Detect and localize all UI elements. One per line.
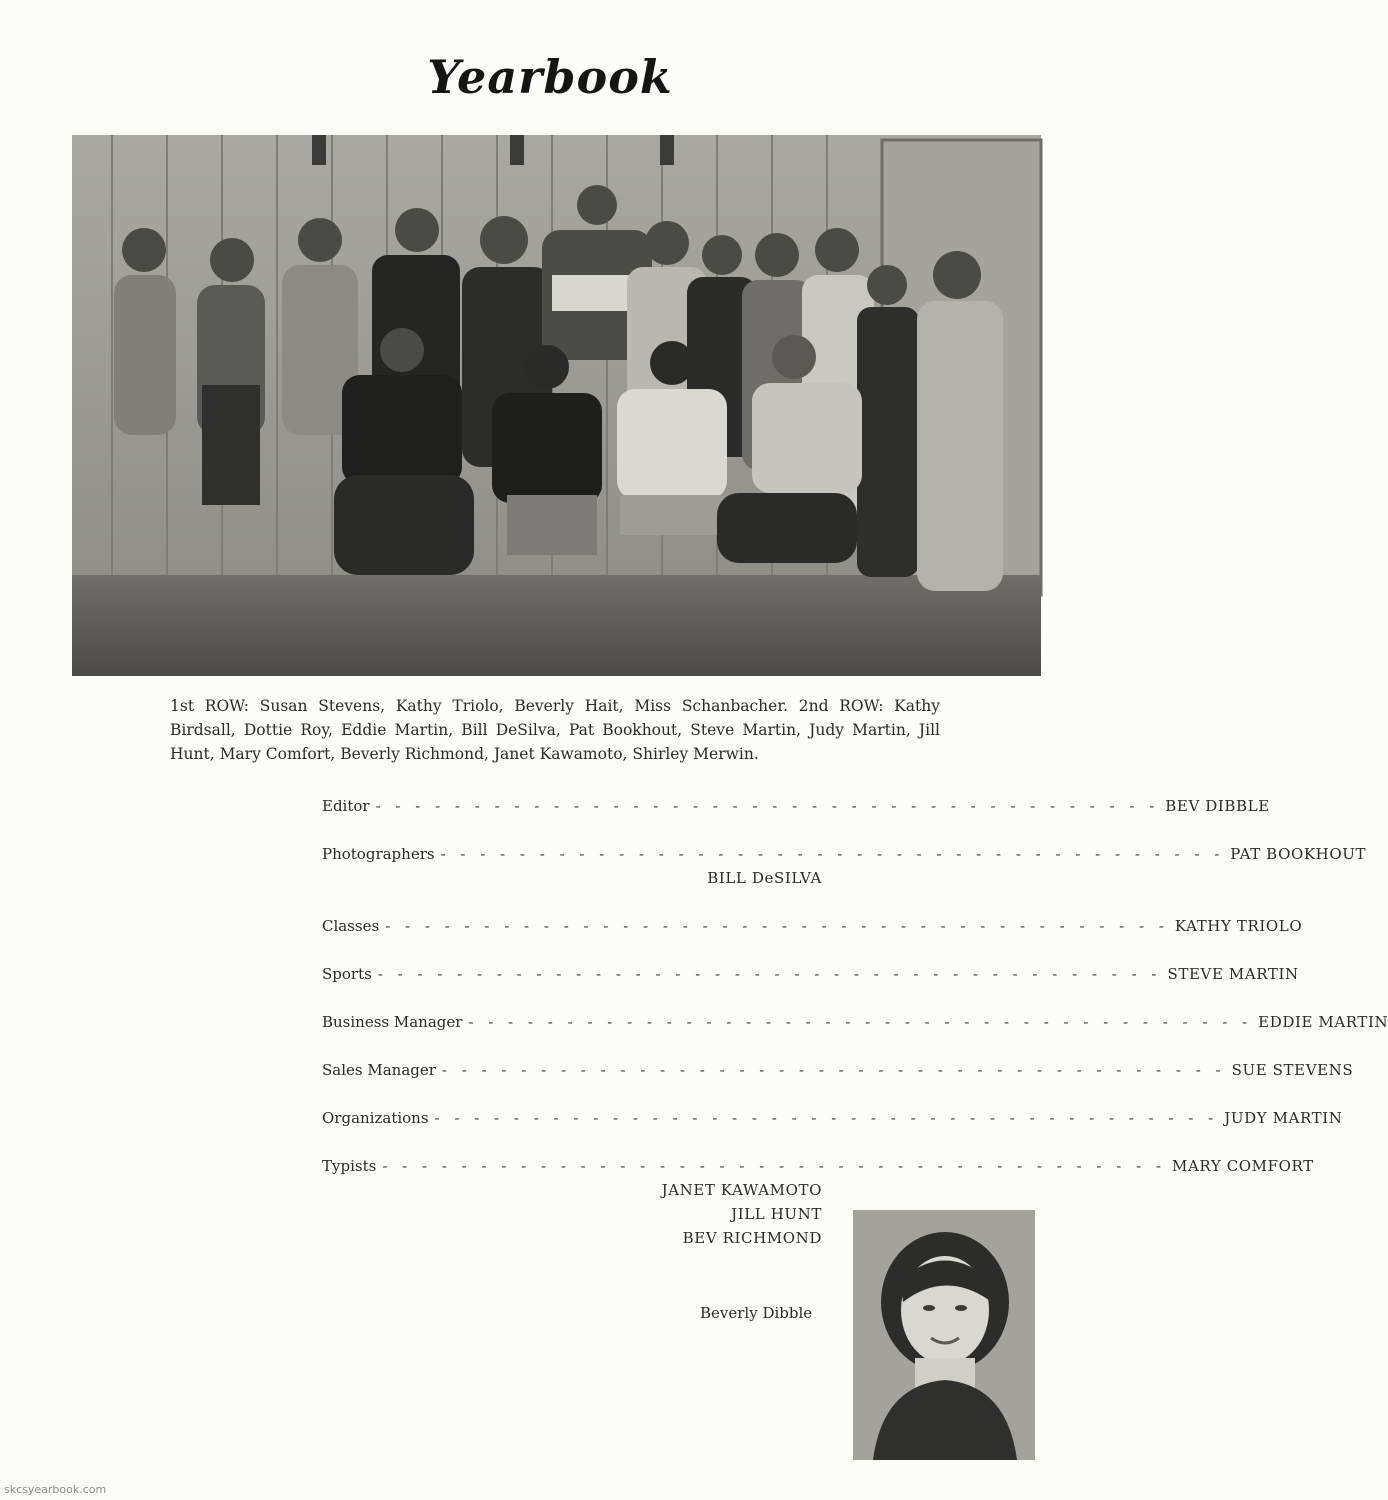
staff-name: JUDY MARTIN <box>1224 1109 1343 1127</box>
staff-title: Sales Manager <box>322 1061 436 1079</box>
staff-name: JILL HUNT <box>731 1205 822 1223</box>
staff-title: Organizations <box>322 1109 429 1127</box>
staff-title: Sports <box>322 965 372 983</box>
staff-row-organizations <box>322 1109 1343 1133</box>
staff-name: PAT BOOKHOUT <box>1230 845 1367 863</box>
caption-row2-names: Kathy Birdsall, Dottie Roy, Eddie Martin, Bill DeSilva, Pat Bookhout, Steve Martin, Judy Martin, Jill Hunt, Mary Comfort, Beverly Richmond, Janet Kawamoto, Shirley Merwin. <box>170 697 940 763</box>
dot-leader: - - - - - - - - - - - - - - - - - - - - - - - - - - - - - - - - - - - - - - - - <box>468 1013 1253 1031</box>
staff-title: Business Manager <box>322 1013 463 1031</box>
dot-leader: - - - - - - - - - - - - - - - - - - - - - - - - - - - - - - - - - - - - - - - - <box>375 797 1160 815</box>
staff-row-business-manager <box>322 1013 1388 1037</box>
dot-leader: - - - - - - - - - - - - - - - - - - - - - - - - - - - - - - - - - - - - - - - - <box>385 917 1169 935</box>
dot-leader: - - - - - - - - - - - - - - - - - - - - - - - - - - - - - - - - - - - - - - - - <box>434 1109 1219 1127</box>
staff-row-typists <box>322 1157 1314 1253</box>
dot-leader: - - - - - - - - - - - - - - - - - - - - - - - - - - - - - - - - - - - - - - - - <box>377 965 1162 983</box>
staff-name: KATHY TRIOLO <box>1174 917 1303 935</box>
staff-name: JANET KAWAMOTO <box>661 1181 822 1199</box>
dot-leader: - - - - - - - - - - - - - - - - - - - - - - - - - - - - - - - - - - - - - - - - <box>440 845 1225 863</box>
staff-title: Photographers <box>322 845 435 863</box>
page-title: Yearbook <box>427 50 673 104</box>
photo-caption <box>170 694 940 766</box>
caption-row1-label: 1st ROW: <box>170 697 249 715</box>
staff-name: BEV DIBBLE <box>1165 797 1270 815</box>
staff-name: BILL DeSILVA <box>707 869 822 887</box>
group-photo <box>72 135 1041 676</box>
staff-title: Classes <box>322 917 380 935</box>
staff-row-classes <box>322 917 1303 941</box>
portrait-illustration <box>853 1210 1035 1460</box>
caption-row1-names: Susan Stevens, Kathy Triolo, Beverly Hait, Miss Schanbacher. <box>259 697 788 715</box>
dot-leader: - - - - - - - - - - - - - - - - - - - - - - - - - - - - - - - - - - - - - - - - <box>382 1157 1167 1175</box>
staff-name: STEVE MARTIN <box>1167 965 1299 983</box>
staff-name: BEV RICHMOND <box>682 1229 822 1247</box>
staff-title: Typists <box>322 1157 377 1175</box>
watermark: skcsyearbook.com <box>4 1483 107 1496</box>
editor-portrait <box>853 1210 1035 1460</box>
group-photo-illustration <box>72 135 1041 676</box>
portrait-caption: Beverly Dibble <box>700 1304 813 1322</box>
staff-name: MARY COMFORT <box>1172 1157 1314 1175</box>
staff-row-sports <box>322 965 1299 989</box>
staff-row-editor <box>322 797 1270 821</box>
staff-row-sales-manager <box>322 1061 1354 1085</box>
caption-row2-label: 2nd ROW: <box>798 697 884 715</box>
staff-name: SUE STEVENS <box>1231 1061 1354 1079</box>
staff-title: Editor <box>322 797 370 815</box>
staff-list <box>322 797 1388 1277</box>
staff-name: EDDIE MARTIN <box>1258 1013 1388 1031</box>
staff-row-photographers <box>322 845 1367 893</box>
dot-leader: - - - - - - - - - - - - - - - - - - - - - - - - - - - - - - - - - - - - - - - - <box>441 1061 1226 1079</box>
